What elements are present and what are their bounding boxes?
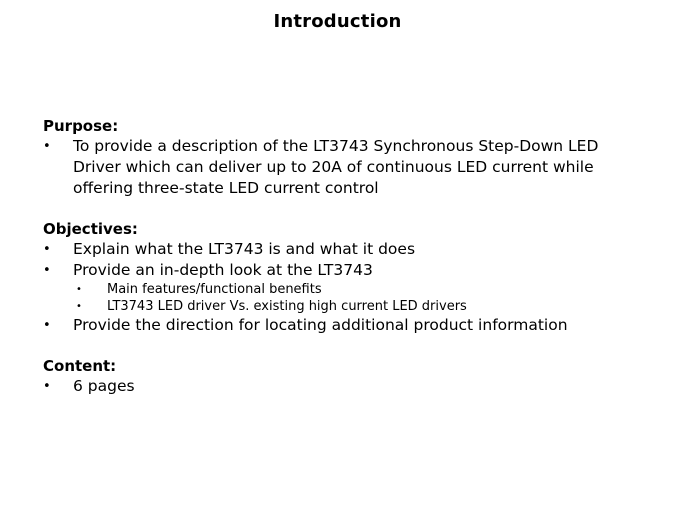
list-item [43, 315, 643, 336]
sub-list-item [43, 281, 643, 298]
list-item-text: Provide the direction for locating additional product information [73, 316, 568, 334]
slide-body [43, 116, 643, 397]
bullet-icon: • [76, 284, 82, 295]
list-item [43, 376, 643, 397]
content-section [43, 356, 643, 397]
bullet-icon: • [76, 301, 82, 312]
objectives-heading: Objectives: [43, 220, 138, 238]
content-list [43, 376, 643, 397]
slide-title: Introduction [273, 11, 402, 32]
objectives-list [43, 239, 643, 336]
bullet-icon: • [43, 318, 51, 333]
sub-list-item [43, 298, 643, 315]
list-item [43, 260, 643, 281]
list-item [43, 239, 643, 260]
list-item-text: To provide a description of the LT3743 Synchronous Step-Down LED Driver which can deliver up to 20A of continuous LED current while offering three-state LED current control [73, 137, 599, 197]
purpose-heading: Purpose: [43, 117, 119, 135]
bullet-icon: • [43, 139, 51, 154]
bullet-icon: • [43, 242, 51, 257]
purpose-section [43, 116, 643, 199]
sub-list-item-text: LT3743 LED driver Vs. existing high current LED drivers [107, 299, 467, 314]
sub-list-item-text: Main features/functional benefits [107, 282, 322, 297]
list-item [43, 136, 643, 199]
bullet-icon: • [43, 379, 51, 394]
bullet-icon: • [43, 263, 51, 278]
objectives-section [43, 219, 643, 336]
content-heading: Content: [43, 357, 117, 375]
list-item-text: 6 pages [73, 377, 135, 395]
list-item-text: Provide an in-depth look at the LT3743 [73, 261, 373, 279]
list-item-text: Explain what the LT3743 is and what it does [73, 240, 416, 258]
purpose-list [43, 136, 643, 199]
